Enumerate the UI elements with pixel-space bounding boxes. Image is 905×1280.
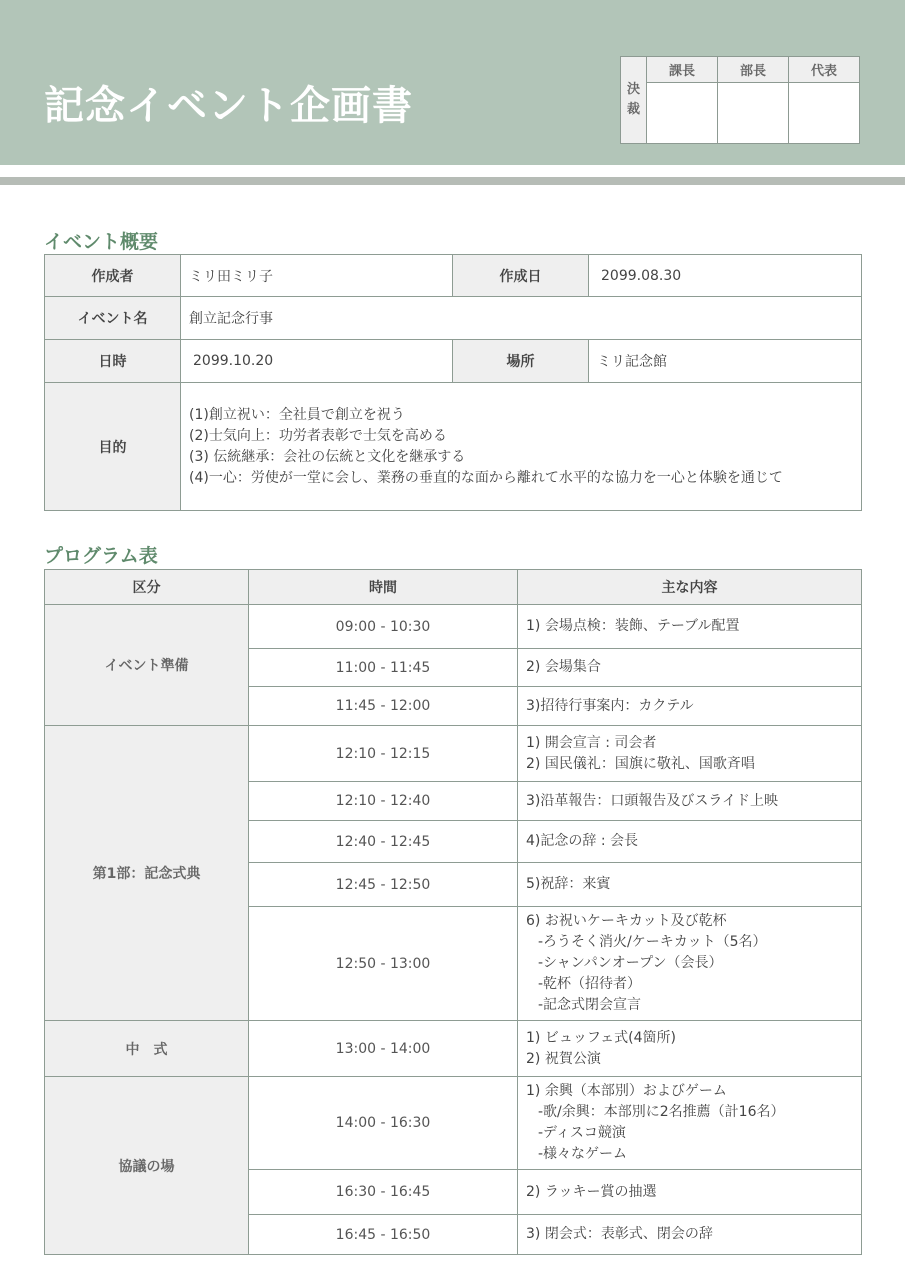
time-cell: 11:45 - 12:00 — [249, 687, 518, 726]
place-value[interactable]: ミリ記念館 — [589, 340, 862, 383]
category-discussion: 協議の場 — [45, 1077, 249, 1255]
content-cell: 2) 会場集合 — [518, 649, 862, 687]
purpose-label: 目的 — [45, 383, 181, 511]
content-cell: 6) お祝いケーキカット及び乾杯 -ろうそく消火/ケーキカット（5名） -シャンパンオープン（会長） -乾杯（招待者） -記念式閉会宣言 — [518, 907, 862, 1021]
time-cell: 14:00 - 16:30 — [249, 1077, 518, 1170]
approval-side-label: 決 裁 — [621, 57, 647, 144]
approval-header-dept-head: 部長 — [718, 57, 789, 83]
created-date-value[interactable]: 2099.08.30 — [589, 255, 862, 297]
category-mid: 中 式 — [45, 1021, 249, 1077]
purpose-value[interactable] — [181, 383, 862, 511]
program-header-category: 区分 — [45, 570, 249, 605]
program-header-time: 時間 — [249, 570, 518, 605]
content-cell: 4)記念の辞 : 会長 — [518, 821, 862, 863]
overview-table — [44, 254, 862, 511]
time-cell: 09:00 - 10:30 — [249, 605, 518, 649]
content-cell: 3)招待行事案内：カクテル — [518, 687, 862, 726]
event-name-label: イベント名 — [45, 297, 181, 340]
overview-section-title: イベント概要 — [44, 231, 159, 253]
purpose-line: (2)士気向上：功労者表彰で士気を高める — [189, 427, 447, 444]
page-title: 記念イベント企画書 — [44, 83, 413, 129]
purpose-line: (4)一心：労使が一堂に会し、業務の垂直的な面から離れて水平的な協力を一心と体験を通じて — [189, 469, 783, 486]
approval-sign-representative[interactable] — [789, 83, 860, 144]
created-date-label: 作成日 — [453, 255, 589, 297]
time-cell: 16:30 - 16:45 — [249, 1170, 518, 1215]
header-divider-stripe — [0, 177, 905, 185]
content-cell: 1) 会場点検：装飾、テーブル配置 — [518, 605, 862, 649]
time-cell: 12:45 - 12:50 — [249, 863, 518, 907]
time-cell: 12:40 - 12:45 — [249, 821, 518, 863]
table-row — [45, 1077, 862, 1170]
author-value[interactable]: ミリ田ミリ子 — [181, 255, 453, 297]
time-cell: 13:00 - 14:00 — [249, 1021, 518, 1077]
content-cell: 3)沿革報告：口頭報告及びスライド上映 — [518, 782, 862, 821]
author-label: 作成者 — [45, 255, 181, 297]
approval-header-representative: 代表 — [789, 57, 860, 83]
approval-sign-section-chief[interactable] — [647, 83, 718, 144]
datetime-label: 日時 — [45, 340, 181, 383]
program-header-content: 主な内容 — [518, 570, 862, 605]
content-cell: 2) ラッキー賞の抽選 — [518, 1170, 862, 1215]
place-label: 場所 — [453, 340, 589, 383]
time-cell: 11:00 - 11:45 — [249, 649, 518, 687]
content-cell: 5)祝辞：来賓 — [518, 863, 862, 907]
purpose-line: (3) 伝統継承：会社の伝統と文化を継承する — [189, 448, 466, 465]
content-cell: 3) 閉会式：表彰式、閉会の辞 — [518, 1215, 862, 1255]
content-cell: 1) 開会宣言 : 司会者 2) 国民儀礼：国旗に敬礼、国歌斉唱 — [518, 726, 862, 782]
category-ceremony: 第1部：記念式典 — [45, 726, 249, 1021]
approval-stamp-table — [620, 56, 860, 144]
time-cell: 12:10 - 12:40 — [249, 782, 518, 821]
event-name-value[interactable]: 創立記念行事 — [181, 297, 862, 340]
datetime-value[interactable]: 2099.10.20 — [181, 340, 453, 383]
content-cell: 1) ビュッフェ式(4箇所) 2) 祝賀公演 — [518, 1021, 862, 1077]
approval-header-section-chief: 課長 — [647, 57, 718, 83]
content-cell: 1) 余興（本部別）およびゲーム -歌/余興：本部別に2名推薦（計16名） -ディスコ競演 -様々なゲーム — [518, 1077, 862, 1170]
program-table — [44, 569, 862, 1255]
time-cell: 16:45 - 16:50 — [249, 1215, 518, 1255]
table-row — [45, 726, 862, 782]
table-row — [45, 605, 862, 649]
category-event-prep: イベント準備 — [45, 605, 249, 726]
approval-sign-dept-head[interactable] — [718, 83, 789, 144]
time-cell: 12:50 - 13:00 — [249, 907, 518, 1021]
table-row — [45, 1021, 862, 1077]
program-section-title: プログラム表 — [44, 545, 158, 567]
time-cell: 12:10 - 12:15 — [249, 726, 518, 782]
purpose-line: (1)創立祝い：全社員で創立を祝う — [189, 406, 405, 423]
